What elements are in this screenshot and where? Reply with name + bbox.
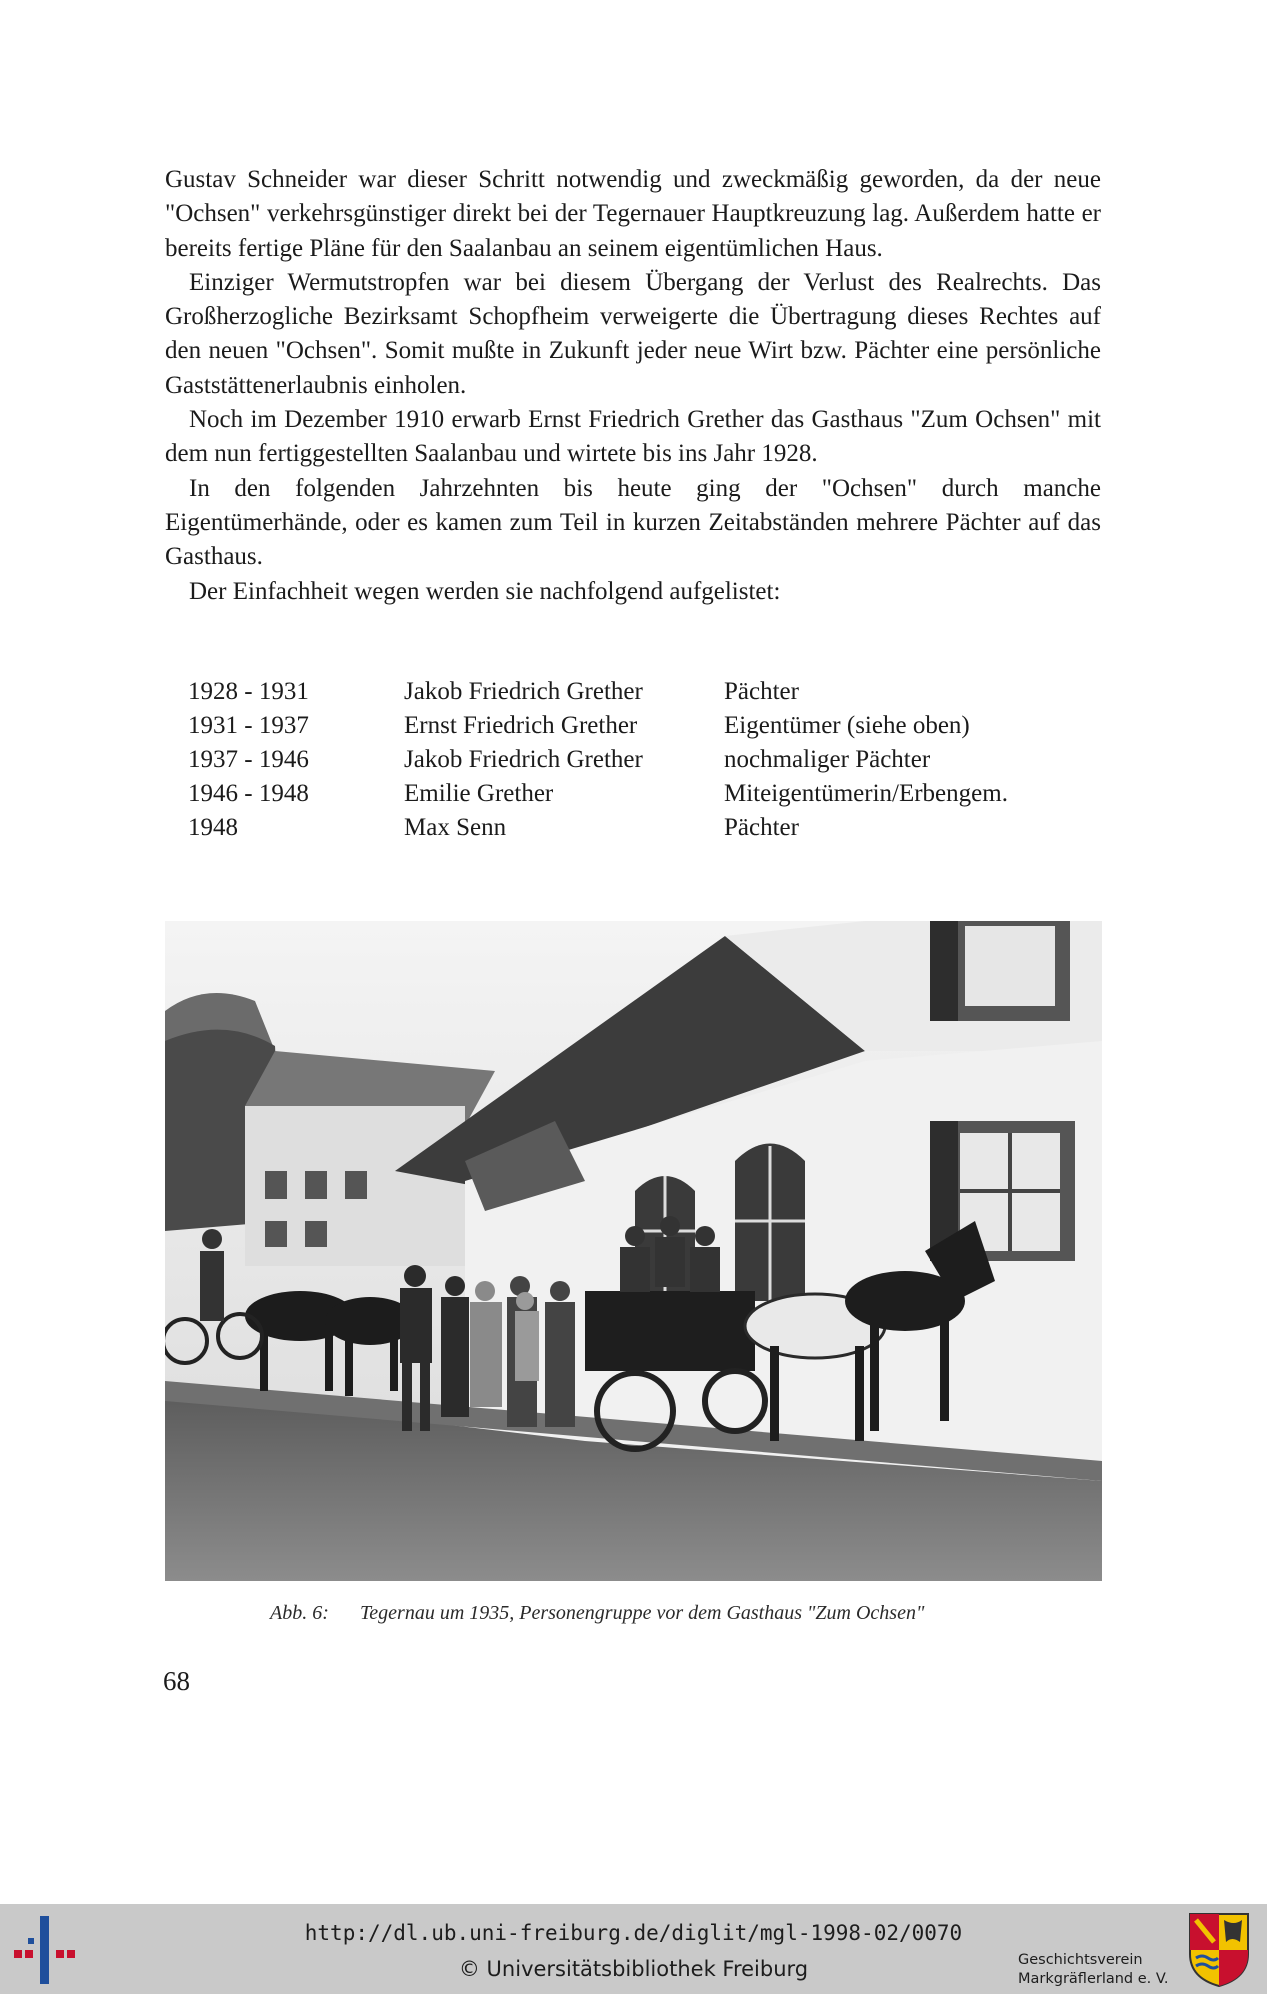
owner-name: Emilie Grether — [404, 780, 554, 807]
society-name-line: Geschichtsverein — [1018, 1952, 1143, 1968]
paragraph: Gustav Schneider war dieser Schritt notwendig und zweckmäßig geworden, da der neue "Ochsen" verkehrsgünstiger direkt bei der Tegernauer Hauptkreuzung lag. Außerdem hatte er bereits fertige Pläne für den Saalanbau an seinem eigentümlichen Haus. — [165, 166, 1101, 262]
coat-of-arms-icon — [1188, 1912, 1250, 1988]
historic-photo — [165, 921, 1102, 1581]
owner-name: Ernst Friedrich Grether — [404, 712, 638, 739]
owner-name: Jakob Friedrich Grether — [404, 746, 643, 773]
paragraph: In den folgenden Jahrzehnten bis heute ging der "Ochsen" durch manche Eigentümerhände, oder es kamen zum Teil in kurzen Zeitabständen mehrere Pächter auf das Gasthaus. — [165, 474, 1101, 571]
footer-bar — [0, 1904, 1267, 1994]
owner-list — [188, 675, 1088, 845]
owner-period: 1928 - 1931 — [188, 678, 309, 705]
owner-name: Max Senn — [404, 814, 507, 841]
owner-row — [188, 811, 1088, 845]
footer-copyright: © Universitätsbibliothek Freiburg — [458, 1957, 809, 1981]
body-text — [165, 163, 1101, 609]
historic-photo-drawing — [165, 921, 1102, 1581]
paragraph: Einziger Wermutstropfen war bei diesem Übergang der Verlust des Realrechts. Das Großherzogliche Bezirksamt Schopfheim verweigerte die Übertragung dieses Rechtes auf den neuen "Ochsen". Somit mußte in Zukunft jeder neue Wirt bzw. Pächter eine persönliche Gaststättenerlaubnis einholen. — [165, 268, 1101, 399]
footer-url-link[interactable]: http://dl.ub.uni-freiburg.de/diglit/mgl-1998-02/0070 — [304, 1921, 963, 1945]
figure-caption — [270, 1602, 1070, 1625]
owner-role: Eigentümer (siehe oben) — [724, 712, 970, 739]
figure-caption-text: Tegernau um 1935, Personengruppe vor dem Gasthaus "Zum Ochsen" — [360, 1602, 925, 1624]
society-name — [1018, 1951, 1178, 1989]
owner-role: Pächter — [724, 678, 799, 705]
owner-role: nochmaliger Pächter — [724, 746, 931, 773]
owner-row — [188, 743, 1088, 777]
owner-role: Miteigentümerin/Erbengem. — [724, 780, 1008, 807]
society-name-line: Markgräflerland e. V. — [1018, 1971, 1169, 1987]
owner-row — [188, 675, 1088, 709]
owner-period: 1931 - 1937 — [188, 712, 309, 739]
owner-role: Pächter — [724, 814, 799, 841]
owner-period: 1937 - 1946 — [188, 746, 309, 773]
owner-row — [188, 709, 1088, 743]
paragraph: Der Einfachheit wegen werden sie nachfolgend aufgelistet: — [189, 577, 781, 605]
page-number: 68 — [163, 1666, 190, 1696]
figure-label: Abb. 6: — [270, 1602, 329, 1624]
owner-period: 1946 - 1948 — [188, 780, 309, 807]
owner-row — [188, 777, 1088, 811]
paragraph: Noch im Dezember 1910 erwarb Ernst Friedrich Grether das Gasthaus "Zum Ochsen" mit dem nun fertiggestellten Saalanbau und wirtete bis ins Jahr 1928. — [165, 406, 1101, 468]
owner-period: 1948 — [188, 814, 238, 841]
owner-name: Jakob Friedrich Grether — [404, 678, 643, 705]
